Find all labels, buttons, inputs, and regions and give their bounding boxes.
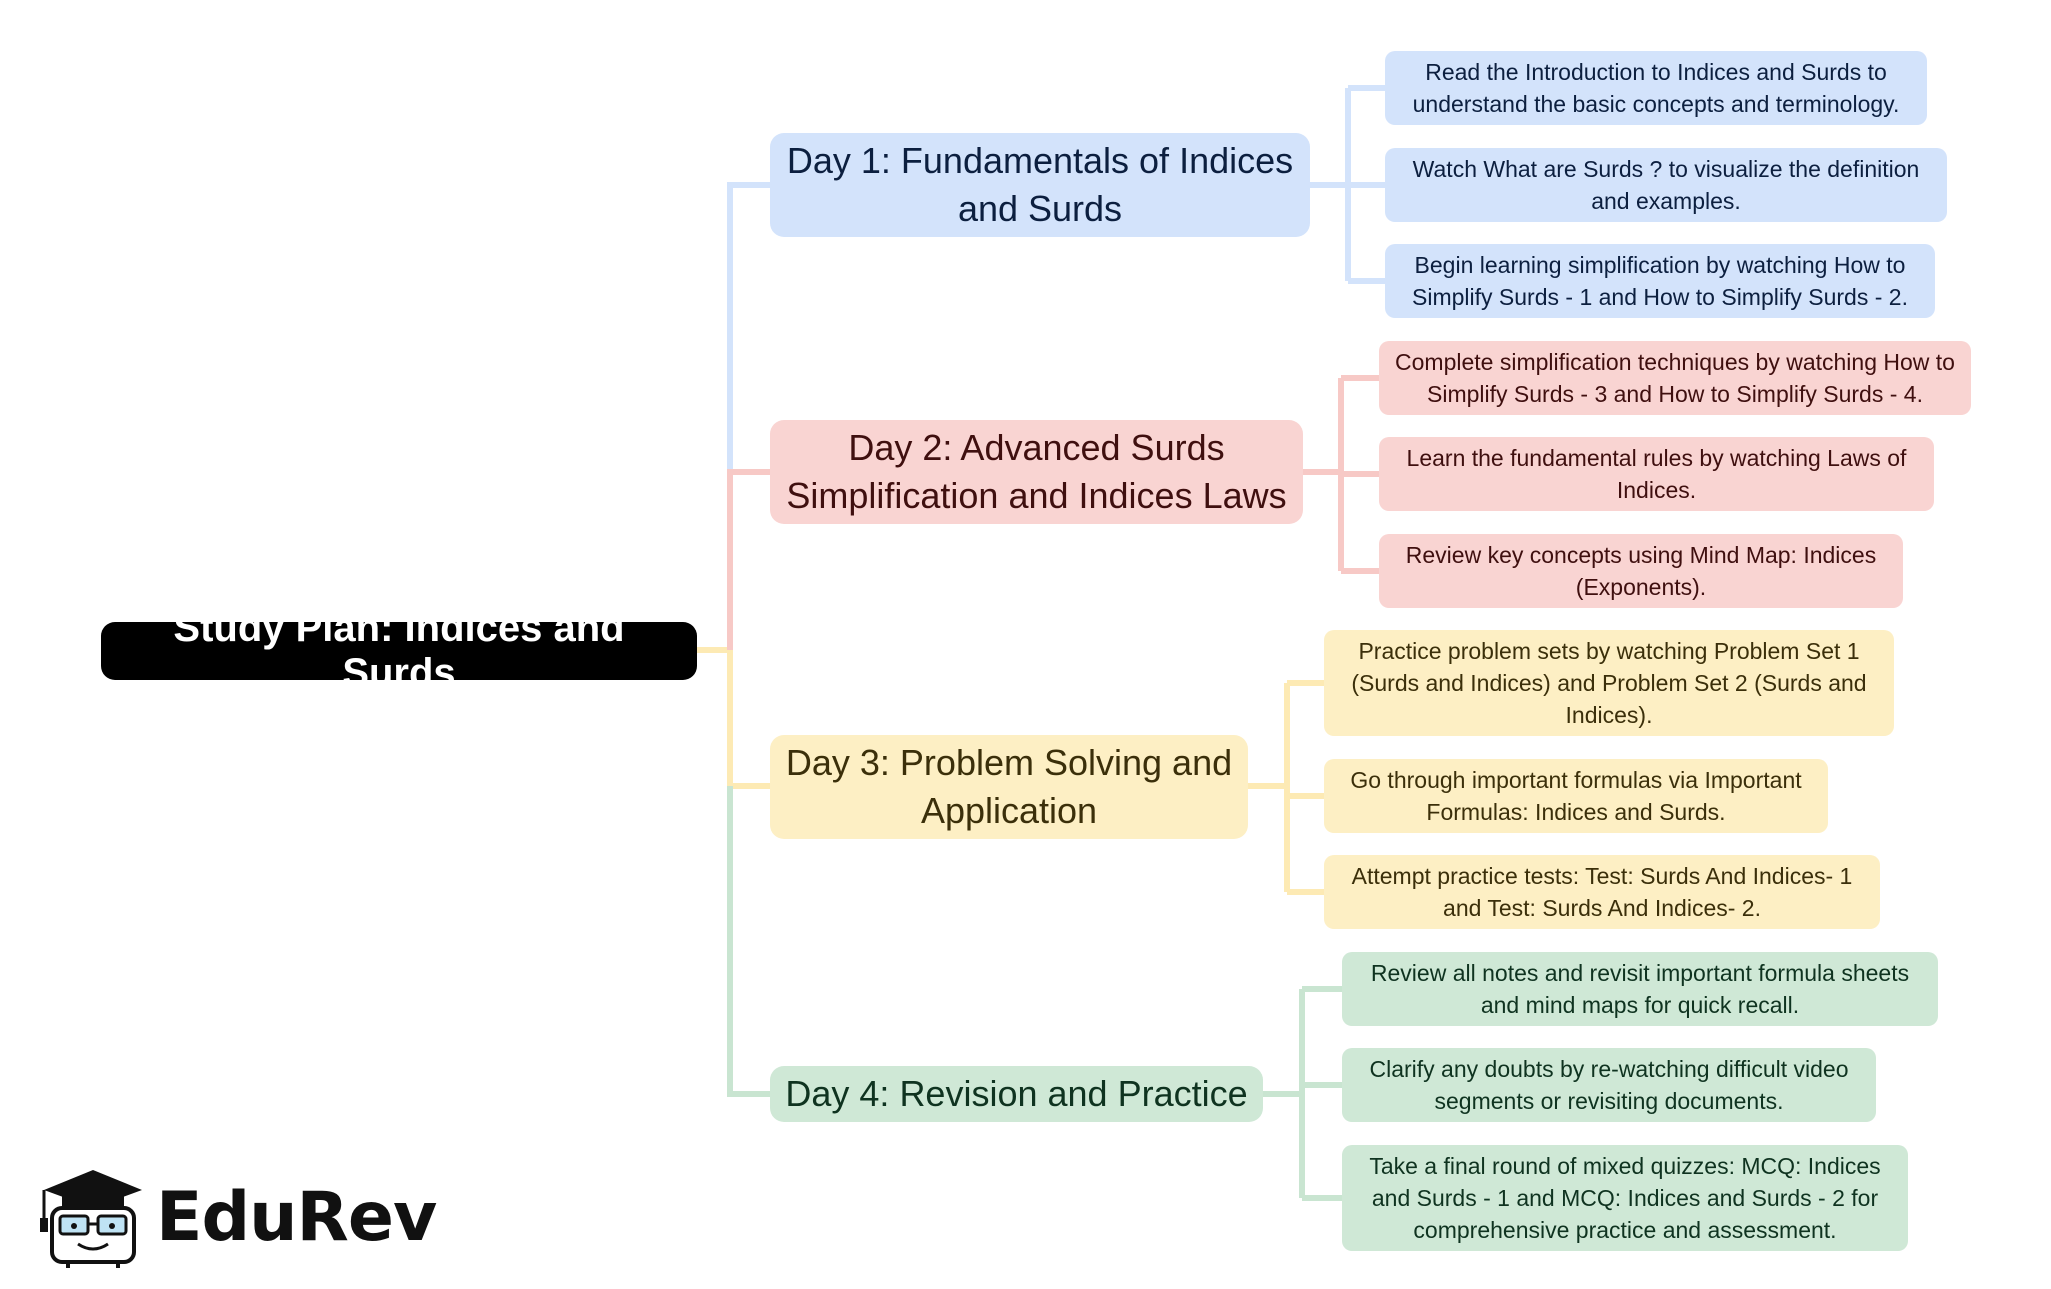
connectors-day1	[1310, 88, 1385, 281]
day4-node: Day 4: Revision and Practice	[770, 1066, 1263, 1122]
connector-trunk-day2	[730, 472, 770, 650]
day4-task-2: Clarify any doubts by re-watching difficult video segments or revisiting documents.	[1342, 1048, 1876, 1122]
connector-trunk-day4	[730, 786, 770, 1094]
day2-task-1: Complete simplification techniques by watching How to Simplify Surds - 3 and How to Simplify Surds - 4.	[1379, 341, 1971, 415]
graduation-cap-mascot-icon	[38, 1168, 148, 1268]
day1-node: Day 1: Fundamentals of Indices and Surds	[770, 133, 1310, 237]
day1-task-3: Begin learning simplification by watching How to Simplify Surds - 1 and How to Simplify Surds - 2.	[1385, 244, 1935, 318]
day2-task-3: Review key concepts using Mind Map: Indices (Exponents).	[1379, 534, 1903, 608]
connector-trunk-day3	[730, 650, 770, 786]
day4-task-3: Take a final round of mixed quizzes: MCQ: Indices and Surds - 1 and MCQ: Indices and Surds - 2 for comprehensive practice and assessment.	[1342, 1145, 1908, 1251]
connectors-day2	[1303, 378, 1379, 571]
connectors-day3	[1248, 683, 1324, 892]
day3-task-3: Attempt practice tests: Test: Surds And Indices- 1 and Test: Surds And Indices- 2.	[1324, 855, 1880, 929]
connector-trunk-day1	[730, 185, 770, 472]
day3-node: Day 3: Problem Solving and Application	[770, 735, 1248, 839]
day2-node: Day 2: Advanced Surds Simplification and Indices Laws	[770, 420, 1303, 524]
logo-text: EduRev	[156, 1178, 437, 1257]
root-node: Study Plan: Indices and Surds	[101, 622, 697, 680]
day1-task-2: Watch What are Surds ? to visualize the definition and examples.	[1385, 148, 1947, 222]
day3-task-1: Practice problem sets by watching Problem Set 1 (Surds and Indices) and Problem Set 2 (Surds and Indices).	[1324, 630, 1894, 736]
day1-task-1: Read the Introduction to Indices and Surds to understand the basic concepts and terminology.	[1385, 51, 1927, 125]
edurev-logo	[38, 1168, 437, 1268]
day2-task-2: Learn the fundamental rules by watching Laws of Indices.	[1379, 437, 1934, 511]
day3-task-2: Go through important formulas via Important Formulas: Indices and Surds.	[1324, 759, 1828, 833]
connectors-day4	[1263, 989, 1342, 1198]
day4-task-1: Review all notes and revisit important formula sheets and mind maps for quick recall.	[1342, 952, 1938, 1026]
